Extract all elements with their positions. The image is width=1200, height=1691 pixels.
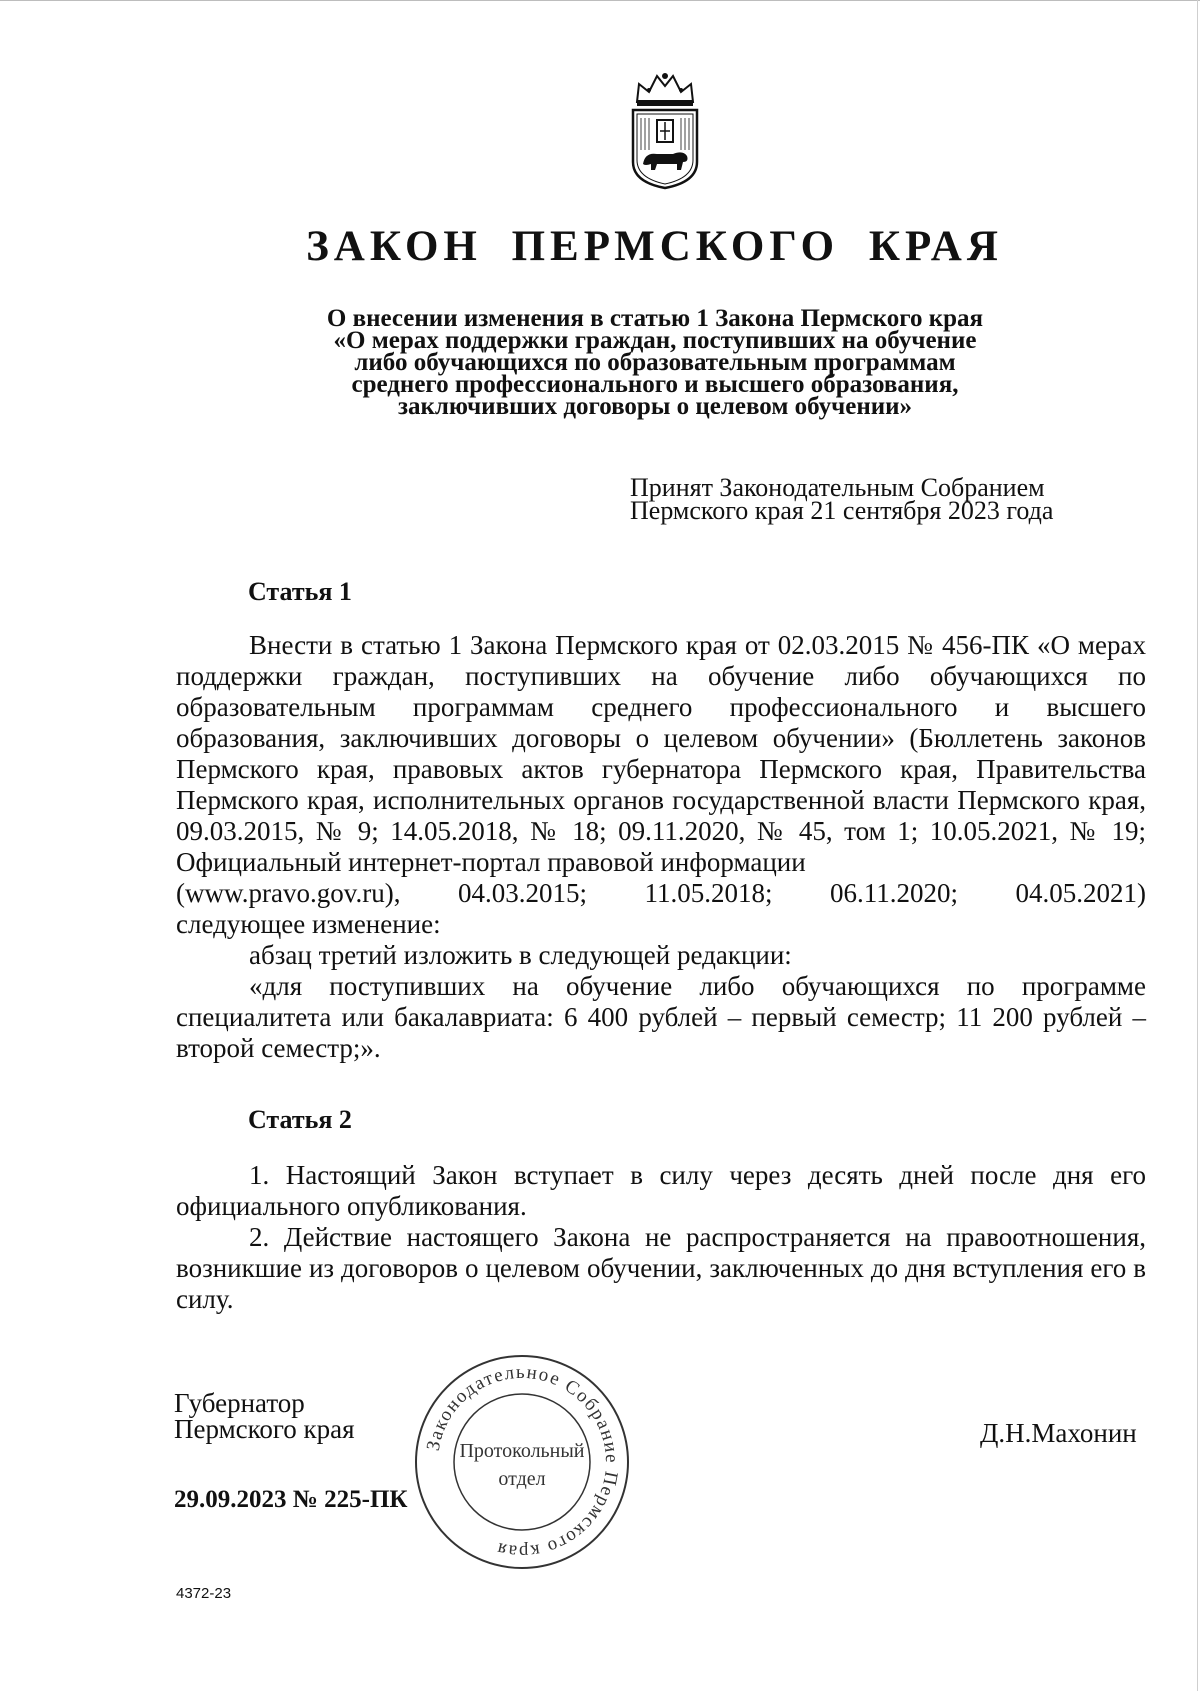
stamp-ring-text: Законодательное Собрание Пермского края <box>422 1361 623 1563</box>
article1-body <box>176 630 1146 1064</box>
article1-paragraph: абзац третий изложить в следующей редакции: <box>249 940 792 970</box>
subtitle-line: заключивших договоры о целевом обучении» <box>397 393 913 420</box>
svg-text:Законодательное Собрание Пермс <box>423 1362 622 1562</box>
article1-paragraph-end: следующее изменение: <box>176 909 441 939</box>
source-item: 11.05.2018; <box>644 878 773 908</box>
registration-number: 4372-23 <box>176 1585 232 1602</box>
subtitle-line: либо обучающихся по образовательным программам <box>354 349 956 376</box>
article2-heading: Статья 2 <box>248 1105 352 1134</box>
coat-of-arms-icon <box>627 70 703 190</box>
stamp-center-line: отдел <box>498 1468 546 1490</box>
source-item: 06.11.2020; <box>829 878 958 908</box>
signer-position-line: Губернатор <box>174 1388 305 1418</box>
signer-position-line: Пермского края <box>174 1414 355 1444</box>
article2-item: 1. Настоящий Закон вступает в силу через десять дней после дня его официального опубликования. <box>176 1160 1146 1221</box>
source-item: 04.03.2015; <box>457 878 587 908</box>
official-stamp <box>412 1352 632 1572</box>
adoption-line: Принят Законодательным Собранием <box>630 473 1045 502</box>
source-item: 04.05.2021) <box>1015 878 1146 908</box>
article1-sources-line <box>176 878 1146 909</box>
signer-name: Д.Н.Махонин <box>980 1418 1137 1448</box>
adoption-note <box>630 473 1100 525</box>
adoption-line: Пермского края 21 сентября 2023 года <box>630 496 1054 525</box>
article1-heading: Статья 1 <box>248 577 352 606</box>
stamp-center-line: Протокольный <box>459 1440 585 1462</box>
subtitle-line: О внесении изменения в статью 1 Закона Пермского края <box>326 305 984 332</box>
law-title: ЗАКОН ПЕРМСКОГО КРАЯ <box>306 223 1003 270</box>
scan-border-top <box>0 0 1200 1</box>
article2-body <box>176 1160 1146 1315</box>
source-item: (www.pravo.gov.ru), <box>176 878 401 908</box>
law-subtitle <box>250 305 1060 420</box>
signer-position <box>174 1390 355 1442</box>
article1-paragraph: Внести в статью 1 Закона Пермского края от 02.03.2015 № 456-ПК «О мерах поддержки граждан, поступивших на обучение либо обучающихся по образовательным программам среднего профессионального и высшего образования, заключивших договоры о целевом обучении» (Бюллетень законов Пермского края, правовых актов губернатора Пермского края, Правительства Пермского края, исполнительных органов государственной власти Пермского края, 09.03.2015, № 9; 14.05.2018, № 18; 09.11.2020, № 45, том 1; 10.05.2021, № 19; Официальный интернет-портал правовой информации <box>176 630 1146 877</box>
subtitle-line: среднего профессионального и высшего образования, <box>351 371 959 398</box>
article2-item: 2. Действие настоящего Закона не распространяется на правоотношения, возникшие из договоров о целевом обучении, заключенных до дня вступления его в силу. <box>176 1222 1146 1314</box>
law-date-number: 29.09.2023 № 225-ПК <box>174 1486 408 1513</box>
subtitle-line: «О мерах поддержки граждан, поступивших на обучение <box>333 327 977 354</box>
article1-paragraph: «для поступивших на обучение либо обучающихся по программе специалитета или бакалавриата: 6 400 рублей – первый семестр; 11 200 рублей – второй семестр;». <box>176 971 1146 1063</box>
